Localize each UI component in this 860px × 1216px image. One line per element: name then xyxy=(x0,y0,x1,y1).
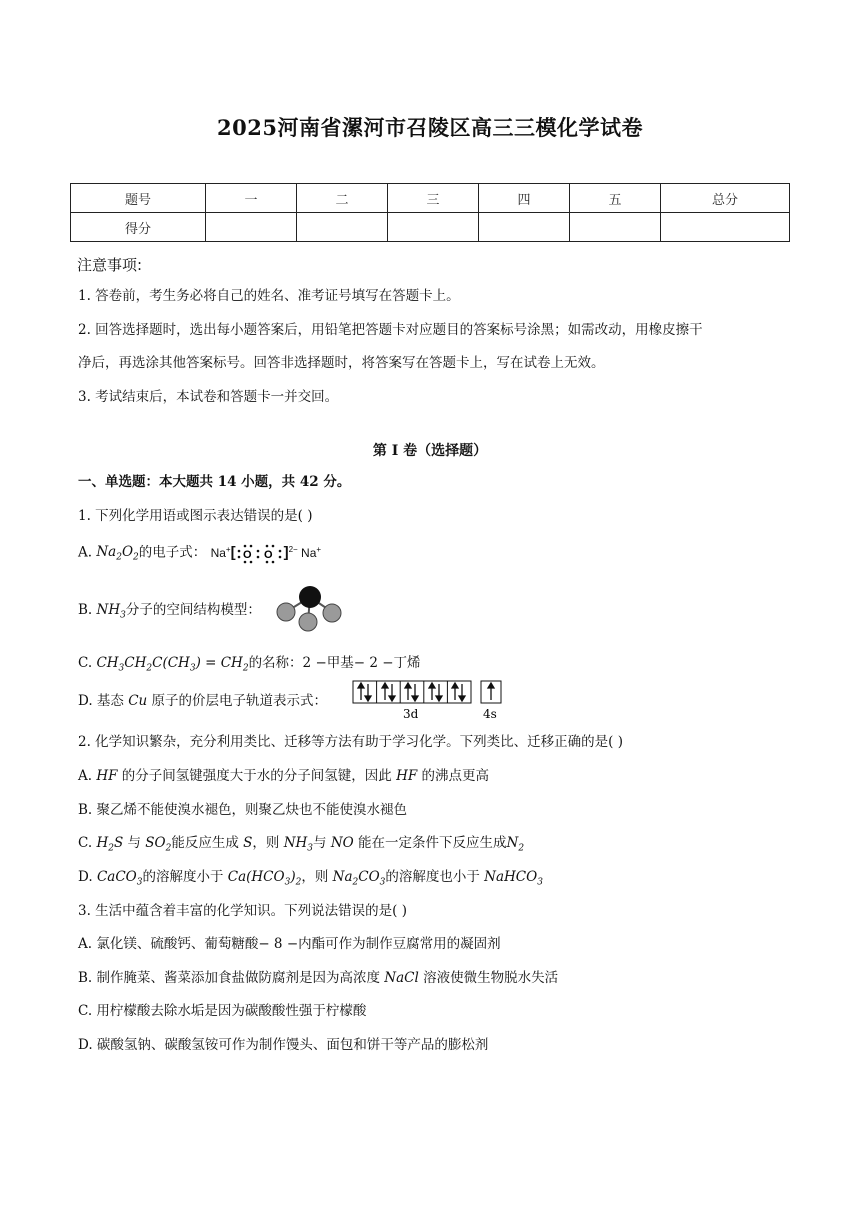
score-input-cell[interactable] xyxy=(661,213,790,242)
q1-option-c xyxy=(78,654,421,678)
exam-title: 2025河南省漯河市召陵区高三三模化学试卷 xyxy=(217,115,643,140)
q3-option-a: A. 氯化镁、硫酸钙、葡萄糖酸− 8 −内酯可作为制作豆腐常用的凝固剂 xyxy=(78,936,501,952)
q2-option-b: B. 聚乙烯不能使溴水褪色，则聚乙炔也不能使溴水褪色 xyxy=(78,802,408,818)
formula-caco3: CaCO$_3$ xyxy=(96,869,143,888)
score-input-cell[interactable] xyxy=(388,213,479,242)
notice-item-3: 3. 考试结束后，本试卷和答题卡一并交回。 xyxy=(78,389,339,405)
label-3d: 3d xyxy=(403,707,419,721)
q1-option-a xyxy=(78,541,321,567)
notice-title: 注意事项: xyxy=(77,256,143,274)
label-4s: 4s xyxy=(483,707,497,721)
q2-option-a: A. HF 的分子间氢键强度大于水的分子间氢键，因此 HF 的沸点更高 xyxy=(78,768,490,784)
score-table-header-row xyxy=(71,184,790,213)
q2-option-d: D. CaCO$_3$的溶解度小于 $Ca(HCO_3)_2$，则 $Na_2CO_3$的溶解度也小于 NaHCO$_3$ xyxy=(78,869,543,888)
q2-option-c: C. $H_2S$ 与 $SO_2$能反应生成 S，则 $NH_3$与 NO 能在一定条件下反应生成$N_2$ xyxy=(78,835,525,854)
score-header-cell: 总分 xyxy=(661,184,790,213)
q1-b-text: 分子的空间结构模型： xyxy=(125,602,261,618)
formula-s: S xyxy=(243,835,253,851)
q1-c-text: 的名称：2 −甲基− 2 −丁烯 xyxy=(248,655,421,671)
q2-stem: 2. 化学知识繁杂，充分利用类比、迁移等方法有助于学习化学。下列类比、迁移正确的是( ) xyxy=(78,734,623,750)
notice-item-1: 1. 答卷前，考生务必将自己的姓名、准考证号填写在答题卡上。 xyxy=(78,288,460,304)
score-header-cell: 一 xyxy=(206,184,297,213)
electron-dot-structure: Na+[ O O ]$^{2-}$ Na+ xyxy=(211,541,322,565)
formula-so2: $SO_2$ xyxy=(145,835,172,854)
q3-option-b: B. 制作腌菜、酱菜添加食盐做防腐剂是因为高浓度 NaCl 溶液使微生物脱水失活 xyxy=(78,970,559,986)
score-header-cell: 四 xyxy=(479,184,570,213)
peroxide-dot-diagram xyxy=(236,543,284,565)
score-input-cell[interactable] xyxy=(297,213,388,242)
formula-cu: Cu xyxy=(128,693,148,709)
formula-nh3: $NH_3$ xyxy=(96,602,126,621)
q1-option-b xyxy=(78,601,261,625)
cu-orbital-diagram xyxy=(352,680,502,722)
svg-text:O: O xyxy=(242,548,252,561)
formula-hf: HF xyxy=(396,768,418,784)
option-letter: C. xyxy=(78,655,97,671)
formula-nh3: $NH_3$ xyxy=(283,835,314,854)
q1-d-text-mid: 原子的价层电子轨道表示式： xyxy=(147,693,328,709)
section1-title: 一、单选题：本大题共 14 小题，共 42 分。 xyxy=(78,474,351,490)
score-input-cell[interactable] xyxy=(479,213,570,242)
formula-na2co3: $Na_2CO_3$ xyxy=(332,869,386,888)
formula-no: NO xyxy=(330,835,354,851)
q3-stem: 3. 生活中蕴含着丰富的化学知识。下列说法错误的是( ) xyxy=(78,903,407,919)
formula-na2o2: $Na_2O_2$ xyxy=(96,544,139,564)
q3-option-c: C. 用柠檬酸去除水垢是因为碳酸酸性强于柠檬酸 xyxy=(78,1003,367,1019)
formula-n2: $N_2$ xyxy=(506,835,525,854)
formula-2-methyl-2-butene: $CH_3CH_2C(CH_3) = CH_2$ xyxy=(96,655,249,674)
score-row-label: 得分 xyxy=(71,213,206,242)
score-header-cell: 题号 xyxy=(71,184,206,213)
svg-text:O: O xyxy=(263,548,273,561)
score-table-score-row xyxy=(71,213,790,242)
q3-option-d: D. 碳酸氢钠、碳酸氢铵可作为制作馒头、面包和饼干等产品的膨松剂 xyxy=(78,1037,489,1053)
formula-nacl: NaCl xyxy=(384,970,419,986)
formula-nahco3: NaHCO$_3$ xyxy=(484,869,543,888)
q1-d-text-pre: D. 基态 xyxy=(78,693,129,709)
q1-stem: 1. 下列化学用语或图示表达错误的是( ) xyxy=(78,508,313,524)
notice-item-2-cont: 净后，再选涂其他答案标号。回答非选择题时，将答案写在答题卡上，写在试卷上无效。 xyxy=(78,355,605,371)
formula-h2s: $H_2S$ xyxy=(96,835,124,854)
score-table xyxy=(70,183,790,242)
nh3-ball-model-image xyxy=(272,584,346,634)
score-header-cell: 三 xyxy=(388,184,479,213)
option-letter: B. xyxy=(78,602,97,618)
score-header-cell: 二 xyxy=(297,184,388,213)
formula-ca-hco3-2: $Ca(HCO_3)_2$ xyxy=(227,869,302,888)
score-header-cell: 五 xyxy=(570,184,661,213)
notice-item-2: 2. 回答选择题时，选出每小题答案后，用铅笔把答题卡对应题目的答案标号涂黑；如需改动，用橡皮擦干 xyxy=(78,322,703,338)
q1-option-d xyxy=(78,692,327,710)
part1-title: 第 I 卷（选择题） xyxy=(372,443,488,459)
score-input-cell[interactable] xyxy=(570,213,661,242)
score-input-cell[interactable] xyxy=(206,213,297,242)
q1-a-text: 的电子式： xyxy=(138,544,207,561)
formula-hf: HF xyxy=(96,768,118,784)
option-letter: A. xyxy=(78,544,97,561)
